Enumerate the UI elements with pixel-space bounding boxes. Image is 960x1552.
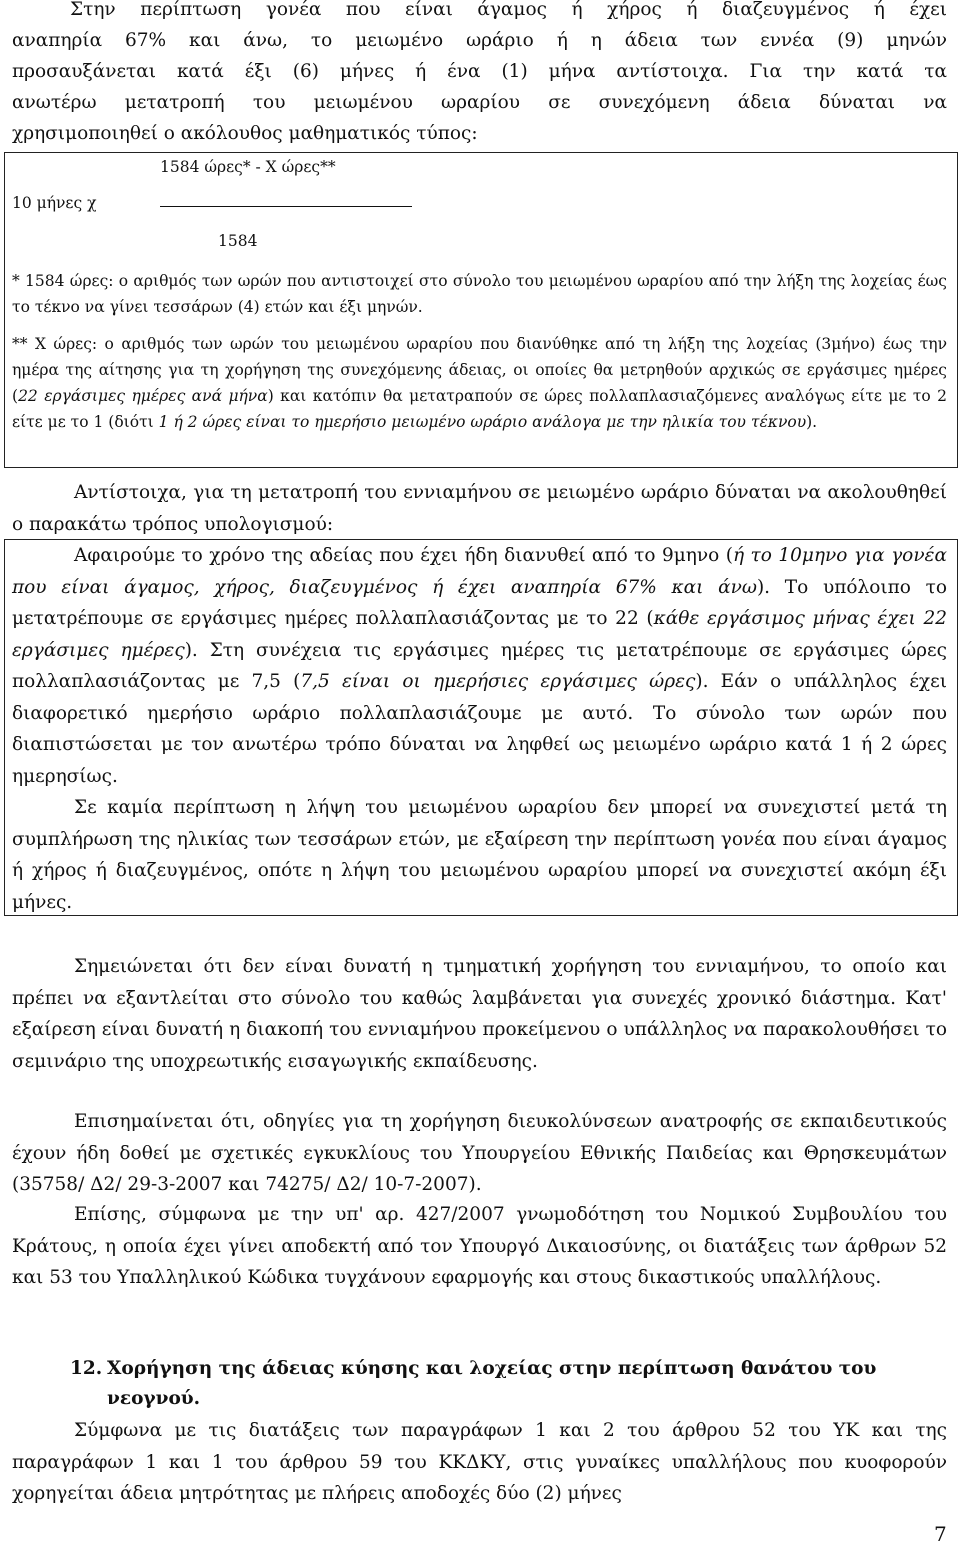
formula-denominator: 1584 (218, 232, 258, 250)
fraction-bar (160, 206, 412, 207)
opinion-paragraph: Επίσης, σύμφωνα με την υπ' αρ. 427/2007 γνωμοδότηση του Νομικού Συμβουλίου του Κράτους, η οποία έχει γίνει αποδεκτή από τον Υπουργό Δικαιοσύνης, οι διατάξεις των άρθρων 52 και 53 του Υπαλληλικού Κώδικα τυγχάνουν εφαρμογής και στους δικαστικούς υπαλλήλους. (12, 1204, 947, 1288)
page-number: 7 (934, 1522, 947, 1546)
calculation-text: Αφαιρούμε το χρόνο της αδείας που έχει ήδη διανυθεί από το 9μηνο (ή το 10μηνο για γονέα που είναι άγαμος, χήρος, διαζευγμένος ή έχει αναπηρία 67% και άνω). Το υπόλοιπο το μετατρέπουμε σε εργάσιμες ημέρες πολλαπλασιάζοντας με το 22 (κάθε εργάσιμος μήνας έχει 22 εργάσιμες ημέρες). Στη συνέχεια τις εργάσιμες ημέρες τις μετατρέπουμε σε εργάσιμες ώρες πολλαπλασιάζοντας με 7,5 (7,5 είναι οι ημερήσιες εργάσιμες ώρες). Εάν ο υπάλληλος έχει διαφορετικό ημερήσιο ωράριο πολλαπλασιάζουμε με αυτό. Το σύνολο των ωρών που διαπιστώσεται με τον ανωτέρω τρόπο δύναται να ληφθεί ως μειωμένο ωράριο κατά 1 ή 2 ώρες ημερησίως. (12, 545, 947, 787)
footnote-hours: * 1584 ώρες: ο αριθμός των ωρών που αντιστοιχεί στο σύνολο του μειωμένου ωραρίου από την λήξη της λοχείας έως το τέκνο να γίνει τεσσάρων (4) ετών και έξι μηνών. (12, 272, 947, 316)
intro-line: ανωτέρω μετατροπή του μειωμένου ωραρίου σε συνεχόμενη άδεια δύναται να (12, 92, 947, 113)
intro-line: αναπηρία 67% και άνω, το μειωμένο ωράριο ή η άδεια των εννέα (9) μηνών (12, 30, 947, 51)
section-title: Χορήγηση της άδειας κύησης και λοχείας στην περίπτωση θανάτου του νεογνού. (107, 1358, 877, 1409)
footnote-x-hours: ** Χ ώρες: ο αριθμός των ωρών του μειωμένου ωραρίου που διανύθηκε από τη λήξη της λοχείας (3μήνο) έως την ημέρα της αίτησης για τη χορήγηση της συνεχόμενης άδειας, οι οποίες θα μετρηθούν αρχικώς σε εργάσιμες ημέρες (22 εργάσιμες ημέρες ανά μήνα) και κατόπιν θα μετατραπούν σε ώρες πολλαπλασιαζόμενες αναλόγως είτε με το 2 είτε με το 1 (διότι 1 ή 2 ώρες είναι το ημερήσιο μειωμένο ωράριο ανάλογα με την ηλικία του τέκνου). (12, 335, 948, 431)
intro-line: προσαυξάνεται κατά έξι (6) μήνες ή ένα (1) μήνα αντίστοιχα. Για την κατά τα (12, 61, 947, 82)
conversion-paragraph: Αντίστοιχα, για τη μετατροπή του εννιαμήνου σε μειωμένο ωράριο δύναται να ακολουθηθεί ο παρακάτω τρόπος υπολογισμού: (12, 482, 947, 535)
section-number: 12. (70, 1358, 103, 1379)
intro-line: Στην περίπτωση γονέα που είναι άγαμος ή χήρος ή διαζευγμένος ή έχει (70, 0, 947, 20)
circulars-paragraph: Επισημαίνεται ότι, οδηγίες για τη χορήγηση διευκολύνσεων ανατροφής σε εκπαιδευτικούς έχουν ήδη δοθεί με σχετικές εγκυκλίους του Υπουργείου Εθνικής Παιδείας και Θρησκευμάτων (35758/ Δ2/ 29-3-2007 και 74275/ Δ2/ 10-7-2007). (12, 1111, 947, 1195)
intro-line: χρησιμοποιηθεί ο ακόλουθος μαθηματικός τύπος: (12, 123, 478, 144)
formula-numerator: 1584 ώρες* - Χ ώρες** (160, 158, 336, 176)
calculation-limit-text: Σε καμία περίπτωση η λήψη του μειωμένου ωραρίου δεν μπορεί να συνεχιστεί μετά τη συμπλήρωση της ηλικίας των τεσσάρων ετών, με εξαίρεση την περίπτωση γονέα που είναι άγαμος ή χήρος ή διαζευγμένος, οπότε η λήψη του μειωμένου ωραρίου μπορεί να συνεχιστεί ακόμη έξι μήνες. (12, 797, 947, 913)
final-paragraph: Σύμφωνα με τις διατάξεις των παραγράφων 1 και 2 του άρθρου 52 του ΥΚ και της παραγράφων 1 και 1 του άρθρου 59 του ΚΚΔΚΥ, στις γυναίκες υπαλλήλους που κυοφορούν χορηγείται άδεια μητρότητας με πλήρεις αποδοχές δύο (2) μήνες (12, 1420, 947, 1504)
formula-multiplier: 10 μήνες χ (12, 194, 97, 212)
note-paragraph: Σημειώνεται ότι δεν είναι δυνατή η τμηματική χορήγηση του εννιαμήνου, το οποίο και πρέπει να εξαντλείται στο σύνολο του καθώς λαμβάνεται για συνεχές χρονικό διάστημα. Κατ' εξαίρεση είναι δυνατή η διακοπή του εννιαμήνου προκείμενου ο υπάλληλος να παρακολουθήσει το σεμινάριο της υποχρεωτικής εισαγωγικής εκπαίδευσης. (12, 956, 947, 1072)
